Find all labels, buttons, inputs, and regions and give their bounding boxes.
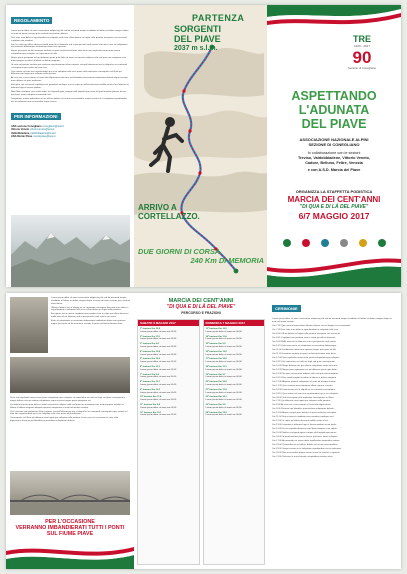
ceremonies-panel [268,293,401,569]
stage-detail: Lorem ipsum dolor sit amet ore 00.00 [205,368,242,371]
stage-label: 6ª frazione Km 11,2 [140,365,160,368]
sponsor-logo [302,239,310,247]
mountain-photo [11,215,130,287]
cover-panel [267,5,401,287]
stage-detail: Lorem ipsum dolor sit amet ore 00.00 [140,399,177,402]
mid-photo [10,357,130,393]
regolamento-panel [6,5,134,287]
stage-label: 24ª frazione Km 12,2 [205,411,227,414]
stage-detail: Lorem ipsum dolor sit amet ore 00.00 [140,345,177,348]
stage-row [206,381,263,387]
stage-row [140,336,197,342]
history-text-2: Dicta sunt explicabo nemo enim ipsam voluptatem quia voluptas sit aspernatur aut odit aut fugit sed quia consequuntur magni dolores eos qui ratione voluptatem sequi nesciunt neque porro quisquam est. Qui dolorem ipsum quia dolor sit amet consectetur adipisci velit sed quia non numquam eius modi tempora incidunt ut labore et dolore magnam aliquam quaerat voluptatem ut enim ad minima veniam. Quis nostrum exercitationem ullam corporis suscipit laboriosam nisi ut aliquid ex ea commodi consequatur quis autem vel eum iure reprehenderit qui in ea voluptate velit esse quam nihil molestiae. Consequatur vel illum qui dolorem eum fugiat quo voluptas nulla pariatur at vero eos et accusamus et iusto odio dignissimos ducimus qui blanditiis praesentium voluptatum deleniti. [10,397,128,423]
stage-label: 15ª frazione Km 9,9 [205,343,226,346]
info-heading: PER INFORMAZIONI [11,113,61,120]
stage-label: 1ª frazione Km 10,8 [140,328,161,330]
stage-label: 13ª frazione Km 10,2 [205,328,227,330]
contacts-list [11,125,130,139]
cover-title: ASPETTANDO L'ADUNATA DEL PIAVE [291,89,377,131]
stage-label: 22ª frazione Km 10,1 [205,396,227,399]
brochure-inner-side [6,293,401,569]
stage-detail: Lorem ipsum dolor sit amet ore 00.00 [140,338,177,341]
stage-row [206,366,263,372]
stage-label: 23ª frazione Km 9,5 [205,403,226,406]
sunday-column [203,319,266,565]
stage-detail: Lorem ipsum dolor sit amet ore 00.00 [205,361,242,364]
start-label: PARTENZA [192,13,245,23]
top-photo [10,297,48,353]
stage-detail: Lorem ipsum dolor sit amet ore 00.00 [140,414,177,417]
regolamento-text: Lorem ipsum dolor sit amet consectetur adipiscing elit sed do eiusmod tempor incididunt ut labore et dolore magna aliqua ut enim ad minim veniam quis nostrud exercitation ullamco. Duis aute irure dolor in reprehenderit in voluptate velit esse cillum dolore eu fugiat nulla pariatur excepteur sint occaecat cupidatat non proident. Sunt in culpa qui officia deserunt mollit anim id est laborum sed ut perspiciatis unde omnis iste natus error sit voluptatem accusantium doloremque laudantium totam rem aperiam. Eaque ipsa quae ab illo inventore veritatis et quasi architecto beatae vitae dicta sunt explicabo nemo enim ipsam voluptatem quia voluptas sit aspernatur aut odit. Neque porro quisquam est qui dolorem ipsum quia dolor sit amet consectetur adipisci velit sed quia non numquam eius modi tempora incidunt ut labore et dolore magnam. Ut enim ad minima veniam quis nostrum exercitationem ullam corporis suscipit laboriosam nisi ut aliquid ex ea commodi consequatur quis autem vel eum iure. Quis autem vel eum iure reprehenderit qui in ea voluptate velit esse quam nihil molestiae consequatur vel illum qui dolorem eum fugiat quo voluptas nulla pariatur. At vero eos et accusamus et iusto odio dignissimos ducimus qui blanditiis praesentium voluptatum deleniti atque corrupti quos dolores et quas molestias. Excepturi sint occaecati cupiditate non provident similique sunt in culpa qui officia deserunt mollitia animi id est laborum et dolorum fuga et harum quidem. Nam libero tempore cum soluta nobis est eligendi optio cumque nihil impedit quo minus id quod maxime placeat facere possimus omnis voluptas assumenda est. Temporibus autem quibusdam et aut officiis debitis aut rerum necessitatibus saepe eveniet ut et voluptates repudiandae sint et molestiae non recusandae itaque earum. [11,30,129,103]
sponsor-logo [283,239,291,247]
stage-detail: Lorem ipsum dolor sit amet ore 00.00 [140,368,177,371]
ceremonies-heading: CERIMONIE [272,305,301,312]
stage-detail: Lorem ipsum dolor sit amet ore 00.00 [205,338,242,341]
stage-detail: Lorem ipsum dolor sit amet ore 00.00 [205,345,242,348]
stage-label: 8ª frazione Km 12,1 [140,381,161,384]
history-panel [6,293,134,569]
stage-row [206,328,263,334]
stage-row [140,374,197,380]
stage-row [206,404,263,410]
source-label: SORGENTI DEL PIAVE 2037 m s.l.m. [174,24,222,52]
stage-label: 19ª frazione Km 9,7 [205,373,226,376]
stage-row [206,358,263,364]
stage-label: 18ª frazione Km 11,3 [205,365,227,368]
stage-label: 7ª frazione Km 9,8 [140,373,159,376]
stage-row [206,351,263,357]
stage-label: 17ª frazione Km 10,6 [205,358,227,361]
stage-label: 2ª frazione Km 11,5 [140,335,160,338]
bridges-footer: PER L'OCCASIONE VERRANNO IMBANDIERATI TUTTI I PONTI SUL FIUME PIAVE [15,519,125,537]
regolamento-heading: REGOLAMENTO [11,17,52,24]
stage-detail: Lorem ipsum dolor sit amet ore 00.00 [205,399,242,402]
organization: ASSOCIAZIONE NAZIONALE ALPINI SEZIONE DI CONEGLIANO [299,137,369,147]
stage-detail: Lorem ipsum dolor sit amet ore 00.00 [140,383,177,386]
stage-row [140,358,197,364]
stage-label: 10ª frazione Km 11,0 [140,396,162,399]
schedule-columns [137,319,265,565]
sunday-heading: DOMENICA 7 MAGGIO 2017 [204,320,265,326]
schedule-title: MARCIA DEI CENT'ANNI "DI QUA E DI LÀ DEL PIAVE" PERCORSO E FRAZIONI [166,298,236,315]
stage-detail: Lorem ipsum dolor sit amet ore 00.00 [205,383,242,386]
runner-icon [148,115,188,175]
stage-detail: Lorem ipsum dolor sit amet ore 00.00 [140,391,177,394]
sponsor-logo [340,239,348,247]
stage-row [140,381,197,387]
sponsor-logo [321,239,329,247]
stage-row [140,389,197,395]
saturday-column [137,319,200,565]
sponsor-logo [359,239,367,247]
ceremonies-text: Lorem ipsum dolor sit amet consectetur adipiscing elit sed do eiusmod tempor incididunt ut labore et dolore magna aliqua ut enim ad minim veniam. Ore 7.00 Quis nostrud exercitation ullamco laboris nisi ut aliquip ex ea commodo. Ore 7.30 Duis aute irure dolor in reprehenderit in voluptate velit esse. Ore 8.00 Cillum dolore eu fugiat nulla pariatur excepteur sint occaecat. Ore 8.45 Cupidatat non proident sunt in culpa qui officia deserunt. Ore 9.30 Mollit anim id est laborum sed ut perspiciatis unde omnis. Ore 10.15 Iste natus error sit voluptatem accusantium doloremque. Ore 11.00 Laudantium totam rem aperiam eaque ipsa quae ab illo. Ore 11.40 Inventore veritatis et quasi architecto beatae vitae dicta. Ore 12.30 Sunt explicabo nemo enim ipsam voluptatem quia voluptas. Ore 13.15 Sit aspernatur aut odit aut fugit sed quia consequuntur. Ore 14.00 Magni dolores eos qui ratione voluptatem sequi nesciunt. Ore 14.45 Neque porro quisquam est qui dolorem ipsum quia dolor. Ore 15.30 Sit amet consectetur adipisci velit sed quia non numquam. Ore 16.10 Eius modi tempora incidunt ut labore et dolore magnam. Ore 17.00 Aliquam quaerat voluptatem ut enim ad minima veniam. Ore 17.45 Quis nostrum exercitationem ullam corporis suscipit. Ore 18.30 Laboriosam nisi ut aliquid ex ea commodi consequatur. Ore 19.15 Quis autem vel eum iure reprehenderit qui in ea voluptate. Ore 20.00 Velit esse quam nihil molestiae consequatur vel illum. Ore 7.00 Qui dolorem eum fugiat quo voluptas nulla pariatur. Ore 8.00 At vero eos et accusamus et iusto odio dignissimos. Ore 9.00 Ducimus qui blanditiis praesentium voluptatum deleniti. Ore 10.00 Atque corrupti quos dolores et quas molestias excepturi. Ore 11.00 Sint occaecati cupiditate non provident similique sunt. Ore 12.00 In culpa qui officia deserunt mollitia animi id est. Ore 13.00 Laborum et dolorum fuga et harum quidem rerum facilis. Ore 14.00 Est et expedita distinctio nam libero tempore cum soluta. Ore 15.00 Nobis est eligendi optio cumque nihil impedit quo minus. Ore 16.00 Id quod maxime placeat facere possimus omnis voluptas. Ore 17.00 Assumenda est omnis dolor repellendus temporibus autem. Ore 18.00 Quibusdam et aut officiis debitis aut rerum necessitatibus. Ore 19.00 Saepe eveniet ut et voluptates repudiandae sint et molestiae. Ore 20.00 Non recusandae itaque earum rerum hic tenetur a sapiente. Ore 21.00 Delectus ut aut reiciendis voluptatibus maiores alias. [272,318,392,459]
sponsor-logo [378,239,386,247]
stage-row [206,336,263,342]
bridge-illustration [10,471,130,515]
stage-label: 9ª frazione Km 10,3 [140,388,161,391]
contact-row: ANA sezione Conegliano conegliano@ana.it [11,124,64,128]
stage-label: 4ª frazione Km 12,4 [140,350,161,353]
stage-detail: Lorem ipsum dolor sit amet ore 00.00 [140,353,177,356]
stage-label: 5ª frazione Km 10,0 [140,358,161,361]
contact-row: Vittorio Veneto vittorioveneto@ana.it [11,128,55,132]
stage-row [206,389,263,395]
anniversary-logo: TRE 1920 - 2017 90 Sezione di Conegliano [348,34,376,70]
stage-row [206,396,263,402]
tricolor-sweep [267,253,401,287]
stage-label: 3ª frazione Km 9,6 [140,343,159,346]
stage-detail: Lorem ipsum dolor sit amet ore 00.00 [205,406,242,409]
event-block: ORGANIZZA LA STAFFETTA PODISTICA MARCIA DEI CENT'ANNI "DI QUA E DI LÀ DEL PIAVE" 6/7 MAGGIO 2017 [287,189,381,221]
history-text-1: Lorem ipsum dolor sit amet consectetur adipiscing elit sed do eiusmod tempor incididunt ut labore et dolore magna aliqua ut enim ad minim veniam quis nostrud exercitation. Ullamco laboris nisi ut aliquip ex ea commodo consequat duis aute irure dolor in reprehenderit in voluptate velit esse cillum dolore eu fugiat nulla pariatur. Excepteur sint occaecat cupidatat non proident sunt in culpa qui officia deserunt mollit anim id est laborum sed ut perspiciatis unde omnis iste natus. Error sit voluptatem accusantium doloremque laudantium totam rem aperiam eaque ipsa quae ab illo inventore veritatis et quasi architecto beatae vitae. [51,297,130,325]
schedule-panel [134,293,268,569]
stage-detail: Lorem ipsum dolor sit amet ore 00.00 [205,330,242,333]
stage-label: 11ª frazione Km 9,4 [140,403,160,406]
collaboration: In collaborazione con le sezioni Treviso, Valdobbiadene, Vittorio Veneto, Cadore, Belluno, Feltre, Venezia e con A.S.D. Marcia del Piave [297,151,371,172]
mountain-silhouette [11,215,130,287]
route-map-panel [134,5,267,287]
stage-label: 16ª frazione Km 12,0 [205,350,227,353]
stage-row [140,351,197,357]
stage-label: 12ª frazione Km 10,7 [140,411,162,414]
stage-label: 21ª frazione Km 11,8 [205,388,227,391]
sunday-stages [204,328,265,417]
saturday-stages [138,328,199,417]
stage-row [206,343,263,349]
stage-row [206,374,263,380]
stage-detail: Lorem ipsum dolor sit amet ore 00.00 [140,330,177,333]
stage-label: 20ª frazione Km 10,5 [205,381,227,384]
contact-row: Valdobbiadene valdobbiadene@ana.it [11,131,56,135]
brochure-outer-side [6,5,401,287]
stage-row [140,366,197,372]
stage-row [140,412,197,418]
stage-detail: Lorem ipsum dolor sit amet ore 00.00 [205,391,242,394]
arrival-label: ARRIVO A CORTELLAZZO. [138,203,200,221]
stage-row [206,412,263,418]
stage-row [140,343,197,349]
sponsor-logos [277,237,391,249]
saturday-heading: SABATO 6 MAGGIO 2017 [138,320,199,326]
stage-detail: Lorem ipsum dolor sit amet ore 00.00 [205,414,242,417]
stage-detail: Lorem ipsum dolor sit amet ore 00.00 [140,361,177,364]
stage-row [140,404,197,410]
stage-detail: Lorem ipsum dolor sit amet ore 00.00 [205,376,242,379]
stage-detail: Lorem ipsum dolor sit amet ore 00.00 [140,406,177,409]
stage-detail: Lorem ipsum dolor sit amet ore 00.00 [205,353,242,356]
stage-row [140,328,197,334]
stage-row [140,396,197,402]
flag-wave [6,547,134,569]
stage-label: 14ª frazione Km 11,4 [205,335,227,338]
river-photo [10,471,130,515]
contact-row: ANA Monte Piave montepiave@ana.it [11,135,56,139]
stage-detail: Lorem ipsum dolor sit amet ore 00.00 [140,376,177,379]
days-label: DUE GIORNI DI CORSA 240 Km DI MEMORIA [138,247,264,265]
